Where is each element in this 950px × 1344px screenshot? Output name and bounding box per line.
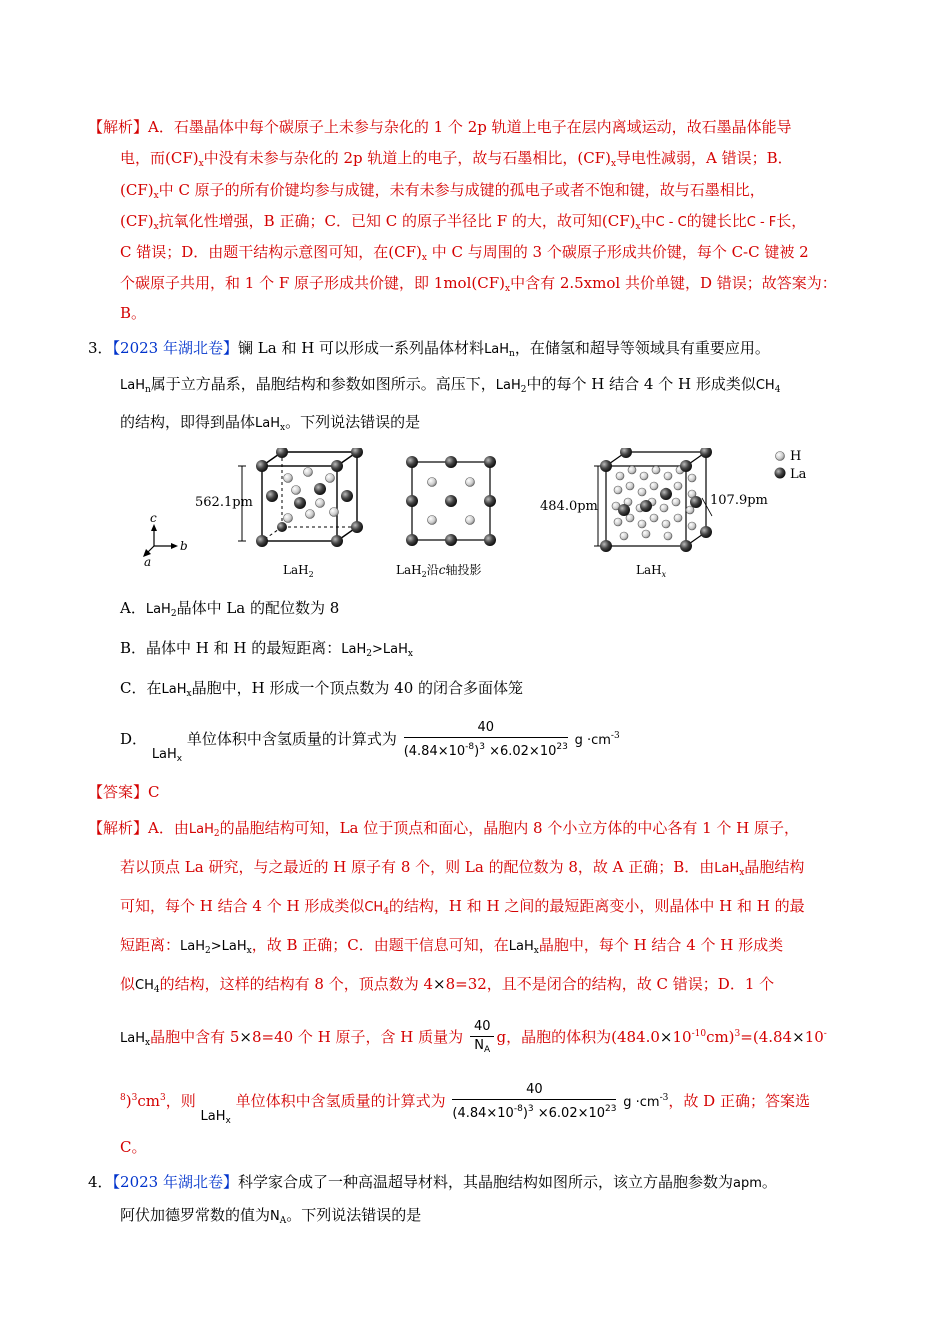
option-b: B．晶体中 H 和 H 的最短距离：LaH$_2$>LaH$_x$ <box>120 639 413 659</box>
bond-cc: C - C <box>655 215 687 230</box>
legend-la-icon <box>775 468 786 479</box>
analysis-line: 【解析】A．石墨晶体中每个碳原子上未参与杂化的 1 个 2p 轨道上电子在层内离域运动，故石墨晶体能导 <box>88 118 792 136</box>
hydrogen-mass-fraction: $\frac{40}{(4.84\times 10^{-8})^3 \times 6.02\times 10^{23}}$ <box>403 720 568 759</box>
figure-legend <box>775 452 786 479</box>
bond-cf: C - F <box>746 215 777 230</box>
lattice-param-lah2: 562.1pm <box>195 495 253 510</box>
q3-analysis-line: C。 <box>120 1138 147 1156</box>
bond-length-label: 107.9pm <box>710 493 768 508</box>
q3-analysis-line: 似$CH_4$的结构，这样的结构有 8 个，顶点数为 4×8=32，且不是闭合的结构，故 C 错误；D．1 个 <box>120 975 775 995</box>
axis-indicator <box>143 524 178 557</box>
analysis-line: $(CF)_x$抗氧化性增强，B 正确；C．已知 C 的原子半径比 F 的大，故可知$(CF)_x$中C - C的键长比C - F长， <box>120 212 807 232</box>
na-fraction: $\frac{40}{N_A}$ <box>470 1018 495 1059</box>
axis-b-label: b <box>180 539 188 553</box>
q3-analysis-line: 可知，每个 H 结合 4 个 H 形成类似$CH_4$的结构，H 和 H 之间的最短距离变小，则晶体中 H 和 H 的最 <box>120 897 805 917</box>
crystal-figure-svg <box>140 448 840 588</box>
q3-analysis-line: 【解析】A．由LaH$_2$的晶胞结构可知，La 位于顶点和面心，晶胞内 8 个小立方体的中心各有 1 个 H 原子， <box>88 819 800 839</box>
option-c: C．在LaH$_x$晶胞中，H 形成一个顶点数为 40 的闭合多面体笼 <box>120 679 524 699</box>
question-source: 【2023 年湖北卷】 <box>112 339 238 357</box>
option-d: D． LaH$_x$ 单位体积中含氢质量的计算式为 $\frac{40}{(4.84\times 10^{-8})^3 \times 6.02\times 10^{23}}$ $g \cdot cm^{-3}$ <box>120 720 620 764</box>
crystal-structure-figure <box>140 448 840 588</box>
lattice-param-lahx: 484.0pm <box>540 499 598 514</box>
q3-analysis-line: $^8)^3cm^3$，则 LaH$_x$ 单位体积中含氢质量的计算式为 $\frac{40}{(4.84\times 10^{-8})^3 \times 6.02\times 10^{23}}$ $g \cdot cm^{-3}$，故 D 正确；答案选 <box>120 1082 810 1126</box>
question-3-stem: LaH$_n$属于立方晶系，晶胞结构和参数如图所示。高压下，LaH$_2$中的每个 H 结合 4 个 H 形成类似$CH_4$ <box>120 375 781 395</box>
axis-c-label: c <box>150 511 157 525</box>
answer-tag: 【答案】 <box>88 783 149 801</box>
analysis-line: B。 <box>120 304 147 322</box>
q3-analysis-line: LaH$_x$晶胞中含有 5×8=40 个 H 原子，含 H 质量为 $\frac{40}{N_A}$ g，晶胞的体积为$(484.0\times 10^{-10}cm)^3=(4.84\times 10^-$ <box>120 1012 827 1065</box>
q3-analysis-line: 短距离：LaH$_2$>LaH$_x$，故 B 正确；C．由题干信息可知，在LaH$_x$晶胞中，每个 H 结合 4 个 H 形成类 <box>120 936 784 956</box>
legend-h-icon <box>776 452 785 461</box>
axis-a-label: a <box>144 555 152 569</box>
analysis-line: C 错误；D．由题干结构示意图可知，在$(CF)_x$ 中 C 与周围的 3 个碳原子形成共价键，每个 C-C 键被 2 <box>120 243 809 263</box>
lah2-unit-cell <box>238 448 363 547</box>
legend-h-label: H <box>790 449 802 464</box>
answer-line <box>88 782 160 802</box>
legend-la-label: La <box>790 467 807 482</box>
analysis-tag: 【解析】 <box>88 118 149 136</box>
hydrogen-mass-fraction-2: $\frac{40}{(4.84\times 10^{-8})^3 \times 6.02\times 10^{23}}$ <box>452 1082 617 1121</box>
q3-analysis-line: 若以顶点 La 研究，与之最近的 H 原子有 8 个，则 La 的配位数为 8，故 A 正确；B．由LaH$_x$晶胞结构 <box>120 858 805 878</box>
analysis-line: 电，而$(CF)_x$中没有未参与杂化的 2p 轨道上的电子，故与石墨相比，$(CF)_x$导电性减弱，A 错误；B． <box>120 149 793 169</box>
analysis-line: $(CF)_x$中 C 原子的所有价键均参与成键，未有未参与成键的孤电子或者不饱和键，故与石墨相比， <box>120 181 765 201</box>
caption-projection: LaH$_2$沿c轴投影 <box>396 563 482 579</box>
question-number: 3． <box>88 339 113 357</box>
question-4-stem: 4．【2023 年湖北卷】科学家合成了一种高温超导材料，其晶胞结构如图所示，该立方晶胞参数为apm。 <box>88 1173 777 1191</box>
question-3-stem: 的结构，即得到晶体LaH$_x$。下列说法错误的是 <box>120 413 421 433</box>
question-4-stem: 阿伏加德罗常数的值为$N_A$。下列说法错误的是 <box>120 1206 422 1226</box>
caption-lahx: LaH$_x$ <box>636 563 667 579</box>
lahx-unit-cell <box>594 448 712 552</box>
caption-lah2: LaH$_2$ <box>283 563 314 579</box>
answer-value: C <box>148 783 160 801</box>
option-a: A．LaH$_2$晶体中 La 的配位数为 8 <box>120 599 340 619</box>
lah2-projection <box>406 456 496 546</box>
analysis-line: 个碳原子共用，和 1 个 F 原子形成共价键，即 $1mol(CF)_x$中含有 2.5xmol 共价单键，D 错误；故答案为： <box>120 274 837 294</box>
question-3-stem: 3．【2023 年湖北卷】镧 La 和 H 可以形成一系列晶体材料LaH$_n$，在储氢和超导等领域具有重要应用。 <box>88 339 770 359</box>
